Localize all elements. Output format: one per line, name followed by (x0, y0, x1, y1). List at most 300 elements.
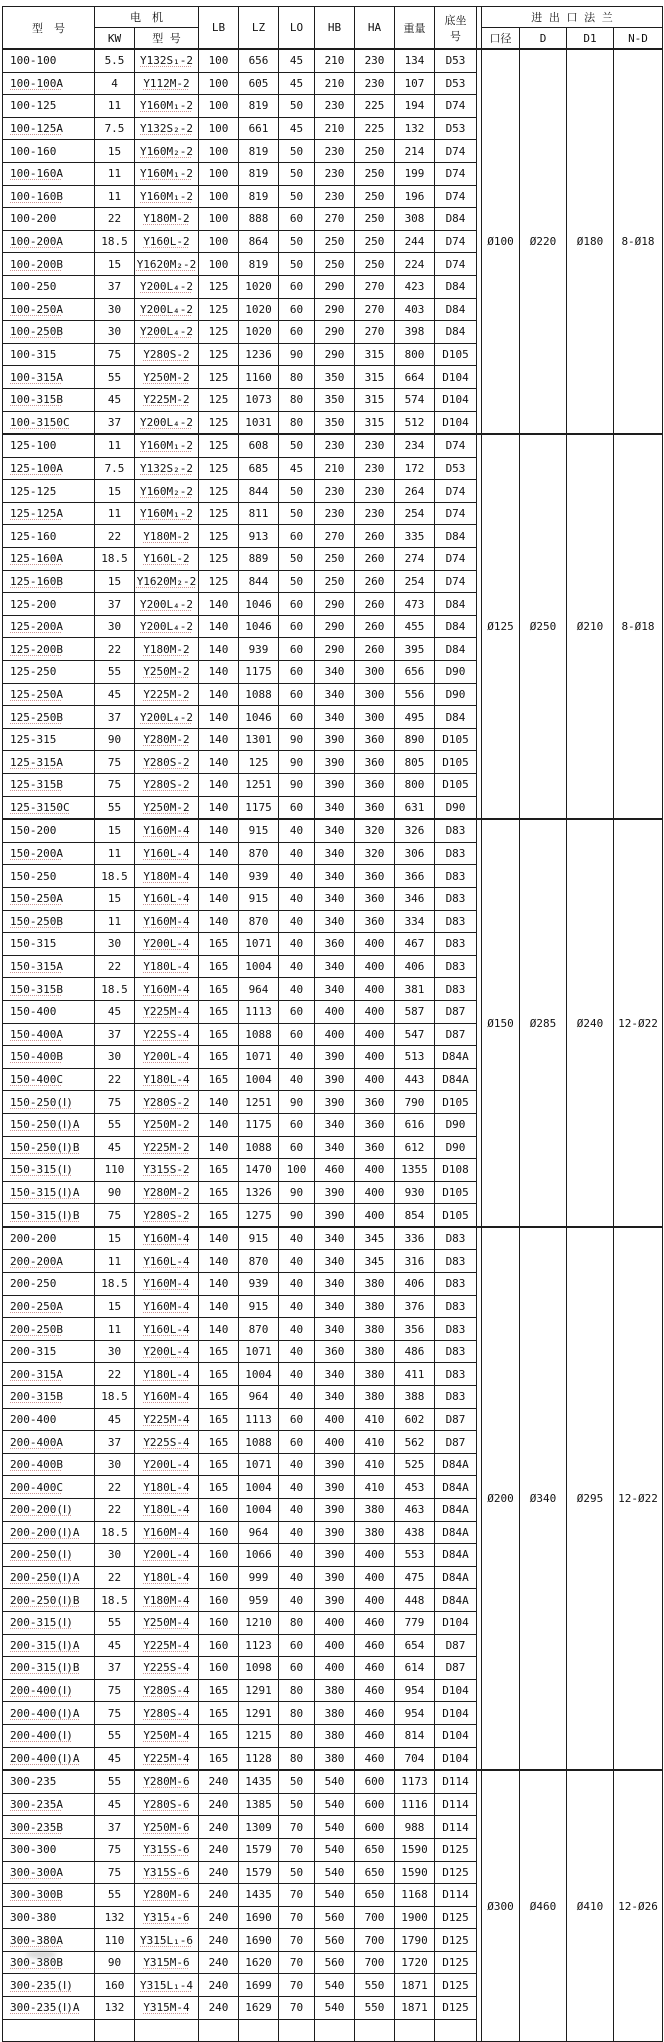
cell-lb (199, 343, 239, 366)
base-value: D90 (445, 1118, 466, 1132)
base-value: D83 (445, 892, 466, 906)
lo-value: 70 (289, 1888, 304, 1902)
ha-value: 230 (364, 76, 385, 90)
model-value: 200-250A (10, 1299, 63, 1313)
cell-hb (315, 910, 355, 933)
cell-motor (135, 1408, 199, 1431)
lo-value: 100 (286, 1163, 307, 1177)
cell-lz (239, 1566, 279, 1589)
ha-value: 700 (364, 1956, 385, 1970)
cell-hb (315, 1611, 355, 1634)
cell-lz (239, 1318, 279, 1341)
ha-value: 460 (364, 1706, 385, 1720)
cell-ha (355, 1634, 395, 1657)
model-value: 200-400(Ⅰ) (10, 1729, 73, 1743)
model-value: 150-400A (10, 1027, 63, 1041)
cell-lz (239, 1068, 279, 1091)
cell-weight (395, 230, 435, 253)
cell-base (435, 411, 477, 434)
cell-kw (95, 728, 135, 751)
weight-value: 800 (404, 348, 425, 362)
cell-lo (279, 72, 315, 95)
lb-value: 165 (208, 1208, 229, 1222)
model-value: 150-400 (10, 1005, 57, 1019)
cell-model (3, 117, 95, 140)
cell-motor (135, 796, 199, 819)
cell-motor (135, 208, 199, 231)
lo-value: 40 (289, 1073, 304, 1087)
cell-base (435, 1770, 477, 1793)
hb-value: 340 (324, 1367, 345, 1381)
ha-value: 250 (364, 189, 385, 203)
ha-value: 460 (364, 1661, 385, 1675)
hb-value: 540 (324, 1775, 345, 1789)
weight-value: 616 (404, 1118, 425, 1132)
cell-lb (199, 1000, 239, 1023)
lz-value: 1071 (245, 937, 272, 951)
cell-base (435, 1363, 477, 1386)
cell-base (435, 887, 477, 910)
cell-motor (135, 1113, 199, 1136)
cell-base (435, 1929, 477, 1952)
lz-value: 1088 (245, 687, 272, 701)
lb-value: 140 (208, 824, 229, 838)
cell-model (3, 1408, 95, 1431)
cell-lb (199, 1861, 239, 1884)
cell-kw (95, 1702, 135, 1725)
cell-lo (279, 1634, 315, 1657)
motor-value: Y180M-2 (143, 642, 190, 656)
cell-motor (135, 1363, 199, 1386)
lb-value: 140 (208, 800, 229, 814)
lb-value: 240 (208, 1888, 229, 1902)
model-value: 200-200 (10, 1232, 57, 1246)
cell-kw (95, 1159, 135, 1182)
cell-lb (199, 1227, 239, 1250)
lz-value: 685 (248, 461, 269, 475)
lo-value: 80 (289, 1706, 304, 1720)
base-value: D87 (445, 1661, 466, 1675)
base-value: D125 (442, 1843, 469, 1857)
cell-lb (199, 1906, 239, 1929)
cell-weight (395, 1181, 435, 1204)
kw-value: 110 (104, 1933, 125, 1947)
cell-lo (279, 1453, 315, 1476)
cell-lb (199, 1181, 239, 1204)
hb-value: 560 (324, 1956, 345, 1970)
cell-ha (355, 1611, 395, 1634)
cell-lo (279, 1702, 315, 1725)
hb-value: 340 (324, 800, 345, 814)
cell-lb (199, 1091, 239, 1114)
cell-lo (279, 933, 315, 956)
ha-value: 400 (364, 1050, 385, 1064)
weight-value: 930 (404, 1185, 425, 1199)
cell-lz (239, 1770, 279, 1793)
cell-lb (199, 1068, 239, 1091)
lb-value: 165 (208, 1073, 229, 1087)
cell-weight (395, 774, 435, 797)
cell-ha (355, 1521, 395, 1544)
cell-ha (355, 1181, 395, 1204)
motor-value: Y160L-4 (143, 892, 190, 906)
cell-kw (95, 638, 135, 661)
flange-nd-cell: 12-Ø22 (614, 1227, 663, 1770)
cell-base (435, 548, 477, 571)
cell-hb (315, 1906, 355, 1929)
cell-lb (199, 72, 239, 95)
cell-lb (199, 706, 239, 729)
lo-value: 50 (289, 507, 304, 521)
cell-lz (239, 1159, 279, 1182)
lb-value: 160 (208, 1548, 229, 1562)
cell-lb (199, 1408, 239, 1431)
cell-model (3, 1566, 95, 1589)
kw-value: 18.5 (101, 982, 128, 996)
weight-value: 107 (404, 76, 425, 90)
cell-lo (279, 910, 315, 933)
cell-ha (355, 434, 395, 457)
cell-motor (135, 1611, 199, 1634)
hb-value: 230 (324, 99, 345, 113)
cell-model (3, 774, 95, 797)
cell-model (3, 321, 95, 344)
cell-hb (315, 1204, 355, 1227)
weight-value: 1871 (401, 1978, 428, 1992)
weight-value: 587 (404, 1005, 425, 1019)
lo-value: 90 (289, 1095, 304, 1109)
lo-value: 60 (289, 800, 304, 814)
motor-value: Y180L-4 (143, 960, 190, 974)
cell-hb (315, 457, 355, 480)
weight-value: 814 (404, 1729, 425, 1743)
cell-base (435, 842, 477, 865)
cell-motor (135, 774, 199, 797)
cell-kw (95, 1431, 135, 1454)
lo-value: 80 (289, 1616, 304, 1630)
cell-weight (395, 593, 435, 616)
base-value: D83 (445, 960, 466, 974)
base-value: D114 (442, 1775, 469, 1789)
cell-lz (239, 1861, 279, 1884)
cell-lb (199, 1929, 239, 1952)
cell-kw (95, 1906, 135, 1929)
cell-hb (315, 1929, 355, 1952)
cell-model (3, 751, 95, 774)
flange-bore-cell: Ø300 (482, 1770, 520, 2042)
cell-lb (199, 1113, 239, 1136)
cell-weight (395, 1770, 435, 1793)
cell-lb (199, 751, 239, 774)
hb-value: 340 (324, 1254, 345, 1268)
lo-value: 40 (289, 1322, 304, 1336)
hb-value: 340 (324, 1299, 345, 1313)
cell-lo (279, 1023, 315, 1046)
model-value: 125-3150C (10, 800, 70, 814)
kw-value: 22 (107, 1503, 122, 1517)
lb-value: 125 (208, 461, 229, 475)
cell-lo (279, 1747, 315, 1770)
weight-value: 1871 (401, 2001, 428, 2015)
kw-value: 5.5 (104, 54, 125, 68)
cell-ha (355, 49, 395, 72)
lb-value: 125 (208, 325, 229, 339)
lb-value: 100 (208, 257, 229, 271)
cell-hb (315, 1816, 355, 1839)
model-value: 200-315B (10, 1390, 63, 1404)
lb-value: 240 (208, 1798, 229, 1812)
hb-value: 290 (324, 302, 345, 316)
ha-value: 600 (364, 1775, 385, 1789)
base-value: D87 (445, 1005, 466, 1019)
cell-model (3, 1136, 95, 1159)
cell-base (435, 434, 477, 457)
lb-value: 125 (208, 507, 229, 521)
cell-weight (395, 502, 435, 525)
weight-value: 1590 (401, 1843, 428, 1857)
scan-smudge (26, 1950, 56, 1959)
kw-value: 22 (107, 529, 122, 543)
kw-value: 75 (107, 755, 122, 769)
cell-kw (95, 1634, 135, 1657)
cell-hb (315, 1634, 355, 1657)
cell-lz (239, 162, 279, 185)
cell-ha (355, 910, 395, 933)
cell-lb (199, 1453, 239, 1476)
cell-lz (239, 253, 279, 276)
cell-motor (135, 1929, 199, 1952)
cell-motor (135, 49, 199, 72)
cell-weight (395, 615, 435, 638)
cell-weight (395, 1453, 435, 1476)
cell-kw (95, 321, 135, 344)
flange-nd-cell: 12-Ø26 (614, 1770, 663, 2042)
cell-ha (355, 1046, 395, 1069)
cell-model (3, 1679, 95, 1702)
cell-motor (135, 1181, 199, 1204)
cell-model (3, 1204, 95, 1227)
cell-base (435, 1521, 477, 1544)
kw-value: 7.5 (104, 461, 125, 475)
cell-lb (199, 728, 239, 751)
cell-lb (199, 140, 239, 163)
ha-value: 315 (364, 370, 385, 384)
cell-base (435, 1679, 477, 1702)
motor-value: Y200L-4 (143, 1548, 190, 1562)
base-value: D83 (445, 1277, 466, 1291)
cell-base (435, 1431, 477, 1454)
cell-lz (239, 638, 279, 661)
cell-weight (395, 140, 435, 163)
cell-lo (279, 1431, 315, 1454)
lo-value: 40 (289, 869, 304, 883)
base-value: D84 (445, 620, 466, 634)
cell-lz (239, 366, 279, 389)
cell-kw (95, 774, 135, 797)
motor-value: Y160M₁-2 (140, 439, 193, 453)
cell-kw (95, 1657, 135, 1680)
lb-value: 160 (208, 1571, 229, 1585)
base-value: D125 (442, 2001, 469, 2015)
model-value: 200-400A (10, 1435, 63, 1449)
hb-value: 230 (324, 507, 345, 521)
cell-model (3, 1544, 95, 1567)
cell-lz (239, 95, 279, 118)
weight-value: 326 (404, 824, 425, 838)
cell-model (3, 728, 95, 751)
cell-base (435, 1091, 477, 1114)
cell-model (3, 1318, 95, 1341)
cell-model (3, 1113, 95, 1136)
cell-weight (395, 1747, 435, 1770)
cell-kw (95, 706, 135, 729)
cell-lz (239, 955, 279, 978)
header-model: 型 号 (3, 7, 95, 50)
cell-lz (239, 865, 279, 888)
cell-ha (355, 502, 395, 525)
cell-weight (395, 1408, 435, 1431)
weight-value: 335 (404, 529, 425, 543)
flange-d-cell: Ø250 (520, 434, 567, 819)
cell-base (435, 1000, 477, 1023)
cell-ha (355, 1476, 395, 1499)
cell-motor (135, 1770, 199, 1793)
kw-value: 37 (107, 1027, 122, 1041)
base-value: D105 (442, 348, 469, 362)
lb-value: 100 (208, 54, 229, 68)
base-value: D84A (442, 1571, 469, 1585)
kw-value: 45 (107, 393, 122, 407)
cell-ha (355, 1386, 395, 1409)
cell-hb (315, 728, 355, 751)
lz-value: 1579 (245, 1865, 272, 1879)
cell-lo (279, 1724, 315, 1747)
cell-lb (199, 2019, 239, 2042)
lb-value: 125 (208, 393, 229, 407)
cell-motor (135, 1521, 199, 1544)
lz-value: 915 (248, 824, 269, 838)
kw-value: 30 (107, 1345, 122, 1359)
kw-value: 75 (107, 778, 122, 792)
cell-lo (279, 1476, 315, 1499)
cell-kw (95, 253, 135, 276)
cell-ha (355, 525, 395, 548)
cell-weight (395, 1589, 435, 1612)
cell-motor (135, 1204, 199, 1227)
ha-value: 345 (364, 1232, 385, 1246)
cell-base (435, 1906, 477, 1929)
ha-value: 230 (364, 439, 385, 453)
base-value: D125 (442, 1978, 469, 1992)
cell-lo (279, 185, 315, 208)
cell-base (435, 1408, 477, 1431)
weight-value: 1790 (401, 1933, 428, 1947)
kw-value: 30 (107, 1548, 122, 1562)
cell-motor (135, 502, 199, 525)
cell-lo (279, 140, 315, 163)
hb-value: 290 (324, 642, 345, 656)
lo-value: 80 (289, 393, 304, 407)
base-value: D84 (445, 302, 466, 316)
cell-base (435, 1611, 477, 1634)
lo-value: 60 (289, 302, 304, 316)
model-value: 200-250(Ⅰ)A (10, 1571, 80, 1585)
model-value: 200-200A (10, 1254, 63, 1268)
cell-model (3, 230, 95, 253)
cell-ha (355, 1000, 395, 1023)
cell-motor (135, 1861, 199, 1884)
weight-value: 214 (404, 144, 425, 158)
hb-value: 540 (324, 2001, 345, 2015)
cell-base (435, 796, 477, 819)
cell-motor (135, 1000, 199, 1023)
cell-motor (135, 1702, 199, 1725)
cell-kw (95, 1544, 135, 1567)
cell-lz (239, 2019, 279, 2042)
ha-value: 250 (364, 167, 385, 181)
cell-lo (279, 706, 315, 729)
motor-value: Y180L-4 (143, 1073, 190, 1087)
model-value: 150-315(Ⅰ)A (10, 1185, 80, 1199)
hb-value: 540 (324, 1798, 345, 1812)
cell-base (435, 910, 477, 933)
weight-value: 199 (404, 167, 425, 181)
hb-value: 270 (324, 212, 345, 226)
lb-value: 100 (208, 212, 229, 226)
kw-value: 110 (104, 1163, 125, 1177)
lo-value: 50 (289, 144, 304, 158)
cell-motor (135, 1159, 199, 1182)
motor-value: Y132S₁-2 (140, 54, 193, 68)
cell-ha (355, 1499, 395, 1522)
cell-base (435, 1816, 477, 1839)
lb-value: 125 (208, 484, 229, 498)
lb-value: 100 (208, 99, 229, 113)
ha-value: 410 (364, 1435, 385, 1449)
ha-value: 460 (364, 1616, 385, 1630)
flange-d1-cell: Ø180 (567, 49, 614, 434)
cell-lb (199, 457, 239, 480)
lo-value: 50 (289, 1798, 304, 1812)
cell-lo (279, 1793, 315, 1816)
cell-lo (279, 1929, 315, 1952)
lb-value: 140 (208, 778, 229, 792)
lo-value: 40 (289, 1254, 304, 1268)
cell-ha (355, 72, 395, 95)
kw-value: 22 (107, 642, 122, 656)
base-value: D114 (442, 1888, 469, 1902)
ha-value: 360 (364, 869, 385, 883)
motor-value: Y225S-4 (143, 1661, 190, 1675)
cell-weight (395, 819, 435, 842)
weight-value: 366 (404, 869, 425, 883)
kw-value: 160 (104, 1978, 125, 1992)
lb-value: 140 (208, 620, 229, 634)
ha-value: 700 (364, 1933, 385, 1947)
cell-weight (395, 1724, 435, 1747)
hb-value: 250 (324, 257, 345, 271)
flange-bore-cell: Ø100 (482, 49, 520, 434)
cell-lb (199, 1974, 239, 1997)
cell-base (435, 1295, 477, 1318)
cell-motor (135, 185, 199, 208)
motor-value: Y200L₄-2 (140, 325, 193, 339)
cell-hb (315, 1702, 355, 1725)
base-value: D87 (445, 1027, 466, 1041)
cell-motor (135, 480, 199, 503)
cell-weight (395, 1295, 435, 1318)
cell-motor (135, 1386, 199, 1409)
